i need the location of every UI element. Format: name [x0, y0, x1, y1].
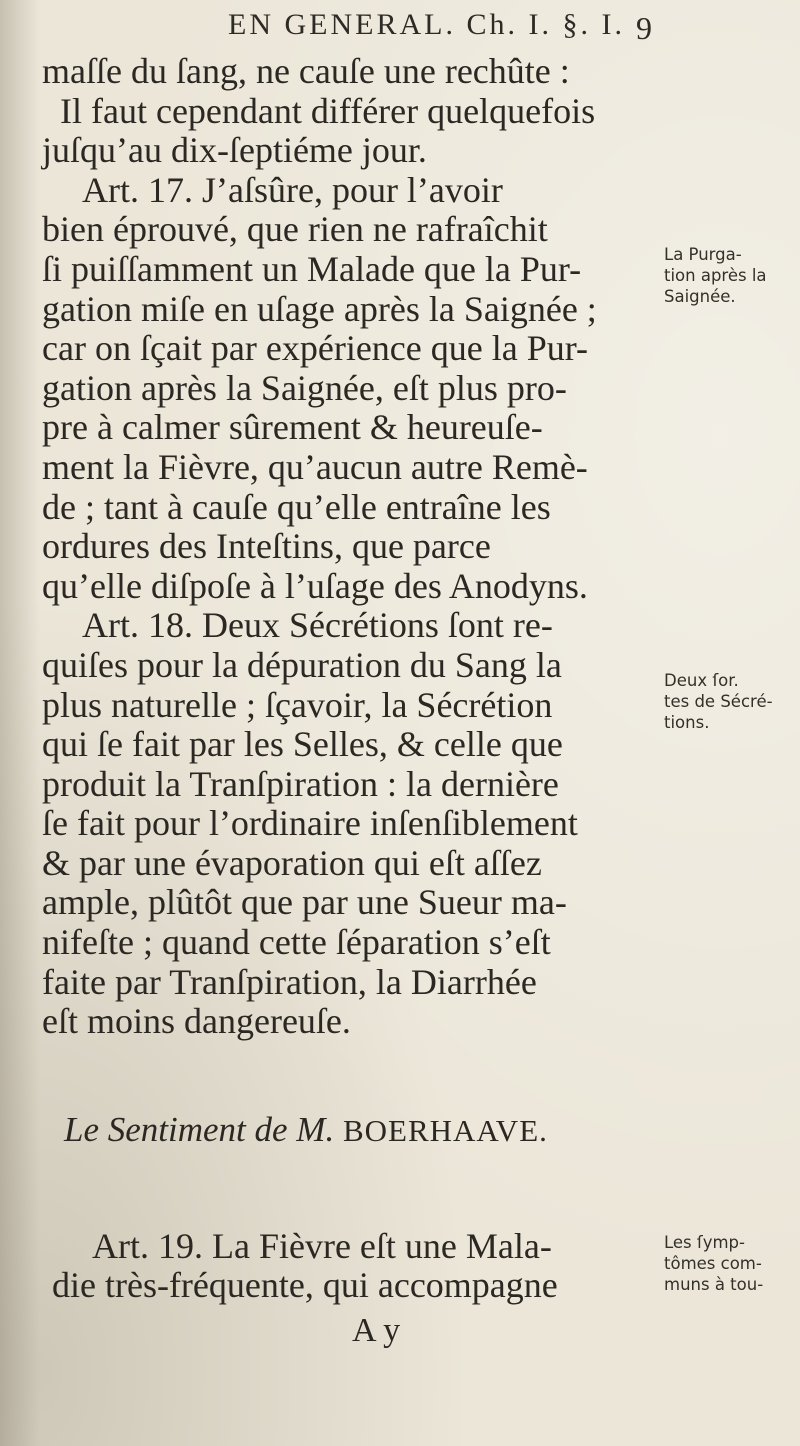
margin-note-line: tions.: [664, 713, 710, 732]
text-line: qu’elle diſpoſe à l’uſage des Anodyns.: [42, 565, 588, 606]
text-line: die très-fréquente, qui accompagne: [52, 1265, 558, 1305]
section-heading: [64, 1110, 548, 1150]
text-line: quiſes pour la dépuration du Sang la: [42, 644, 562, 685]
text-line: ordures des Inteſtins, que parce: [42, 526, 491, 567]
article-19: [52, 1227, 672, 1305]
text-line: bien éprouvé, que rien ne rafraîchit: [42, 209, 548, 250]
section-heading-prefix: Le Sentiment de M.: [64, 1110, 335, 1149]
text-line: ment la Fièvre, qu’aucun autre Remè-: [42, 446, 588, 487]
text-line: maſſe du ſang, ne cauſe une rechûte :: [42, 51, 570, 91]
text-line: pre à calmer sûrement & heureuſe-: [42, 407, 543, 448]
margin-note-line: Les ſymp-: [664, 1233, 745, 1252]
margin-note-line: Deux ſor.: [664, 671, 739, 690]
text-line: qui ſe fait par les Selles, & celle que: [42, 724, 563, 765]
text-line: nifeſte ; quand cette ſéparation s’eſt: [42, 922, 551, 963]
margin-note-line: Saignée.: [664, 287, 736, 306]
text-line: de ; tant à cauſe qu’elle entraîne les: [42, 486, 551, 527]
gutter-shadow: [0, 0, 40, 1446]
text-line: gation miſe en uſage après la Saignée ;: [42, 288, 597, 329]
page-number: 9: [636, 10, 652, 46]
text-line: Il faut cependant différer quelquefois: [60, 90, 596, 131]
margin-note-line: La Purga-: [664, 245, 742, 264]
margin-note-line: muns à tou-: [664, 1275, 764, 1294]
text-line: plus naturelle ; ſçavoir, la Sécrétion: [42, 684, 553, 725]
margin-note-secretions: [664, 670, 800, 733]
text-line: ſe fait pour l’ordinaire inſenſiblement: [42, 803, 578, 844]
text-line: Art. 17. J’aſsûre, pour l’avoir: [82, 169, 503, 210]
text-line: Art. 18. Deux Sécrétions ſont re-: [82, 605, 553, 646]
text-line: produit la Tranſpiration : la dernière: [42, 763, 559, 804]
text-line: car on ſçait par expérience que la Pur-: [42, 328, 588, 369]
margin-note-line: tion après la: [664, 266, 767, 285]
section-heading-name: BOERHAAVE.: [342, 1113, 548, 1148]
running-title: EN GENERAL. Ch. I. §. I.: [228, 8, 625, 41]
text-line: ample, plûtôt que par une Sueur ma-: [42, 882, 567, 923]
margin-note-line: tômes com-: [664, 1254, 762, 1273]
margin-note-symptoms: [664, 1232, 800, 1295]
text-line: faite par Tranſpiration, la Diarrhée: [42, 961, 537, 1002]
margin-note-line: tes de Sécré-: [664, 692, 773, 711]
text-line: gation après la Saignée, eſt plus pro-: [42, 367, 567, 408]
text-line: juſqu’au dix-ſeptiéme jour.: [42, 130, 427, 171]
margin-note-purgation: [664, 244, 800, 307]
catchword: A y: [352, 1312, 401, 1349]
text-line: Art. 19. La Fièvre eſt une Mala-: [92, 1226, 552, 1266]
text-line: eſt moins dangereuſe.: [42, 1001, 351, 1042]
body-text: [42, 52, 692, 1042]
text-line: & par une évaporation qui eſt aſſez: [42, 842, 542, 883]
text-line: ſi puiſſamment un Malade que la Pur-: [42, 248, 582, 289]
